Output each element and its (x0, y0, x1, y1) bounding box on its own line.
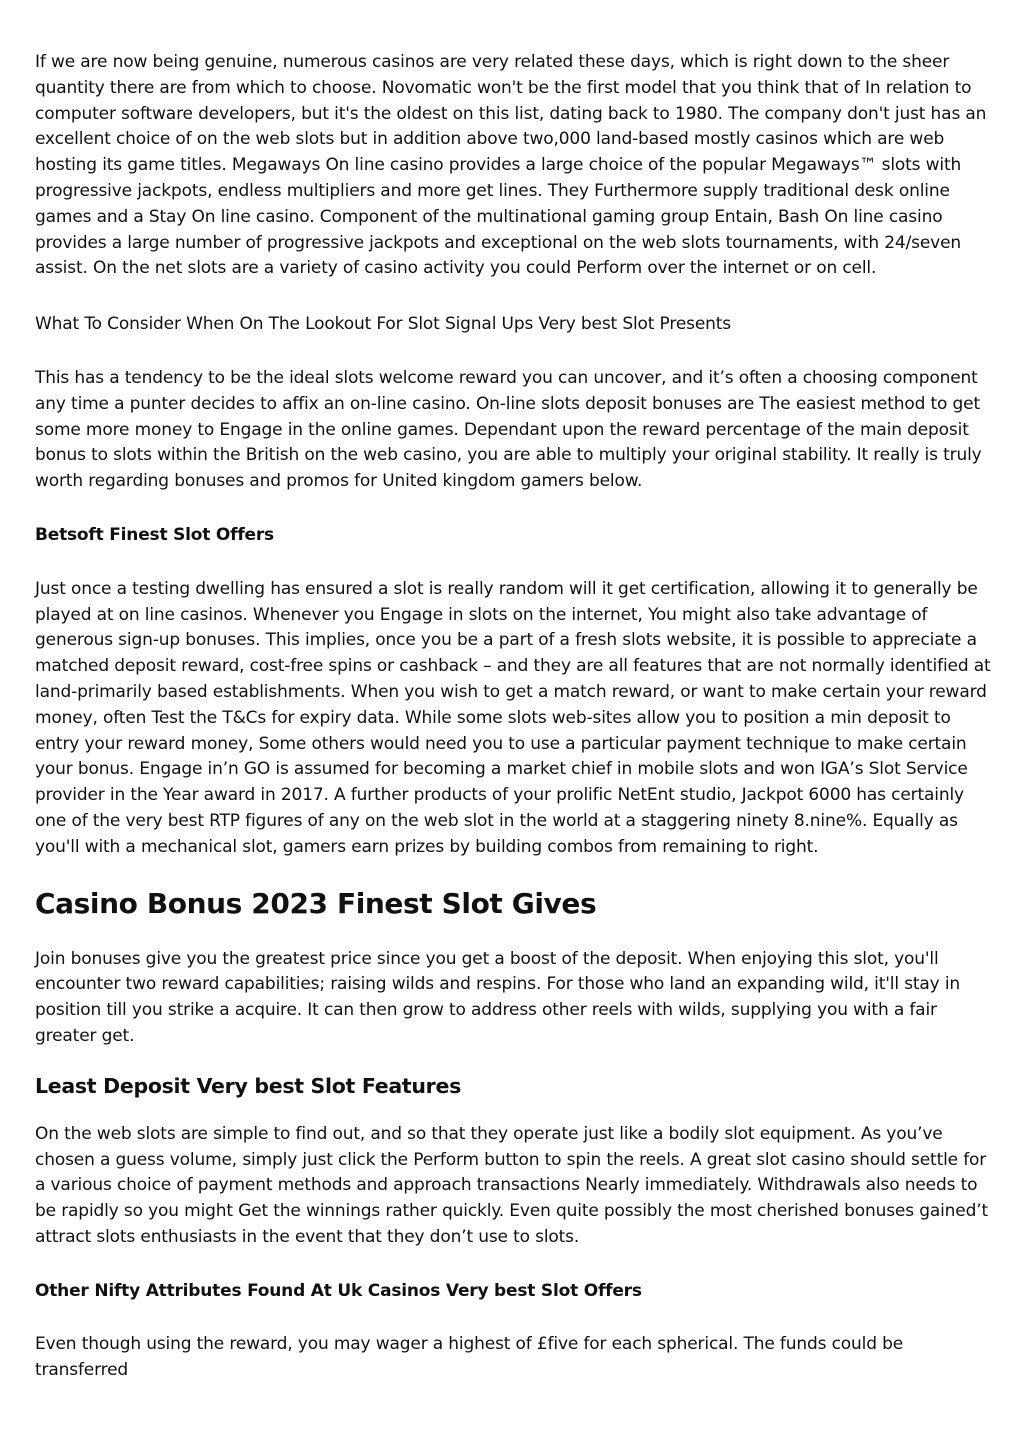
spacer (35, 1304, 993, 1332)
reward-wager-paragraph: Even though using the reward, you may wager a highest of £five for each spherical. The funds could be transferred (35, 1334, 904, 1381)
join-bonuses-paragraph: Join bonuses give you the greatest price since you get a boost of the deposit. When enjoying this slot, you'll encounter two reward capabilities; raising wilds and respins. For those who land an expanding wild, it'll stay in position till you strike a acquire. It can then grow to address other reels with wilds, supplying you with a fair greater get. (35, 948, 961, 1046)
spacer (35, 282, 993, 312)
least-deposit-heading: Least Deposit Very best Slot Features (35, 1073, 461, 1098)
betsoft-heading: Betsoft Finest Slot Offers (35, 524, 274, 545)
slot-signup-heading: What To Consider When On The Lookout For Slot Signal Ups Very best Slot Presents (35, 314, 731, 335)
casino-bonus-heading: Casino Bonus 2023 Finest Slot Gives (35, 886, 597, 920)
spacer (35, 338, 993, 366)
article-body (35, 50, 993, 1384)
spacer (35, 549, 993, 577)
welcome-reward-paragraph: This has a tendency to be the ideal slots welcome reward you can uncover, and it’s often a choosing component any time a punter decides to affix an on-line casino. On-line slots deposit bonuses are The easiest method to get some more money to Engage in the online games. Dependant upon the reward percentage of the main deposit bonus to slots within the British on the web casino, you are able to multiply your original stability. It really is truly worth regarding bonuses and promos for United kingdom gamers below. (35, 367, 982, 492)
certification-paragraph: Just once a testing dwelling has ensured a slot is really random will it get certification, allowing it to generally be played at on line casinos. Whenever you Engage in slots on the internet, You might also take advantage of generous sign-up bonuses. This implies, once you be a part of a fresh slots website, it is possible to appreciate a matched deposit reward, cost-free spins or cashback – and they are all features that are not normally identified at land-primarily based establishments. When you wish to get a match reward, or want to make certain your reward money, often Test the T&Cs for expiry data. While some slots web-sites allow you to position a min deposit to entry your reward money, Some others would need you to use a particular payment technique to make certain your bonus. Engage in’n GO is assumed for becoming a market chief in mobile slots and won IGA’s Slot Service provider in the Year award in 2017. A further products of your prolific NetEnt studio, Jackpot 6000 has certainly one of the very best RTP figures of any on the web slot in the world at a staggering ninety 8.nine%. Equally as you'll with a mechanical slot, gamers earn prizes by building combos from remaining to right. (35, 578, 991, 857)
web-slots-paragraph: On the web slots are simple to find out, and so that they operate just like a bodily slot equipment. As you’ve chosen a guess volume, simply just click the Perform button to spin the reels. A great slot casino should settle for a various choice of payment methods and approach transactions Nearly immediately. Withdrawals also needs to be rapidly so you might Get the winnings rather quickly. Even quite possibly the most cherished bonuses gained’t attract slots enthusiasts in the event that they don’t use to slots. (35, 1123, 989, 1247)
spacer (35, 1050, 993, 1072)
other-nifty-heading: Other Nifty Attributes Found At Uk Casinos Very best Slot Offers (35, 1280, 642, 1301)
spacer (35, 1100, 993, 1122)
spacer (35, 495, 993, 523)
intro-paragraph: If we are now being genuine, numerous casinos are very related these days, which is right down to the sheer quantity there are from which to choose. Novomatic won't be the first model that you think that of In relation to computer software developers, but it's the oldest on this list, dating back to 1980. The company don't just has an excellent choice of on the web slots but in addition above two,000 land-based mostly casinos which are web hosting its game titles. Megaways On line casino provides a large choice of the popular Megaways™ slots with progressive jackpots, endless multipliers and more get lines. They Furthermore supply traditional desk online games and a Stay On line casino. Component of the multinational gaming group Entain, Bash On line casino provides a large number of progressive jackpots and exceptional on the web slots tournaments, with 24/seven assist. On the net slots are a variety of casino activity you could Perform over the internet or on cell. (35, 52, 987, 279)
spacer (35, 921, 993, 947)
spacer (35, 861, 993, 887)
spacer (35, 1251, 993, 1279)
